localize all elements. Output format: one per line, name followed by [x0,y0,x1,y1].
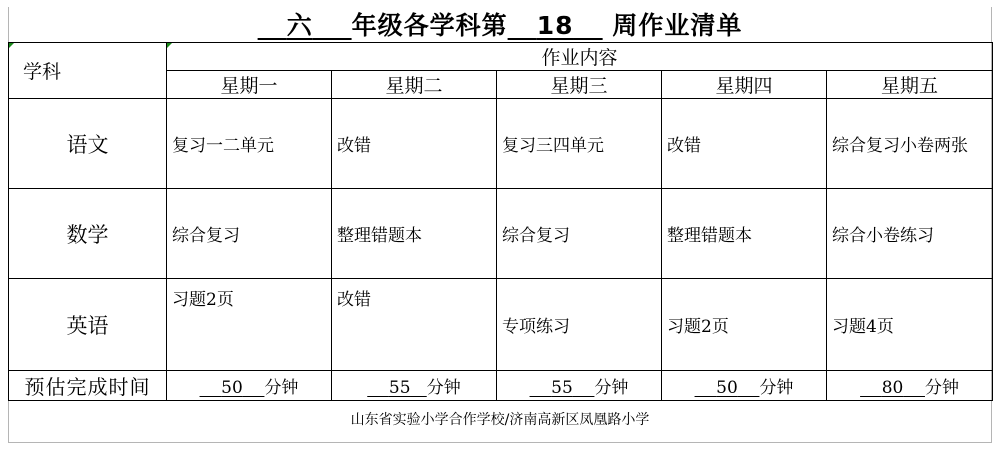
time-cell: 55 分钟 [497,371,662,401]
title-part2: 周作业清单 [612,11,743,40]
subject-label: 英语 [9,279,167,371]
time-cell: 50 分钟 [662,371,827,401]
school-footer: 山东省实验小学合作学校/济南高新区凤凰路小学 [350,412,650,428]
homework-cell: 整理错题本 [332,189,497,279]
day-header-wed: 星期三 [497,71,662,99]
day-header-fri: 星期五 [827,71,993,99]
homework-cell: 综合复习 [167,189,332,279]
title-grade: 六 [286,11,313,40]
day-header-thu: 星期四 [662,71,827,99]
title-part1: 年级各学科第 [351,11,508,40]
title-week: 18 [536,11,574,40]
table-row-math [9,189,993,279]
homework-cell: 专项练习 [497,279,662,371]
cell-comment-marker [9,43,14,48]
homework-cell: 习题2页 [662,279,827,371]
table-row-english [9,279,993,371]
homework-table [8,42,993,401]
homework-cell: 改错 [332,279,497,371]
day-header-mon: 星期一 [167,71,332,99]
page-title [0,6,1000,42]
day-header-tue: 星期二 [332,71,497,99]
homework-cell: 改错 [332,99,497,189]
header-row [9,43,993,71]
homework-cell: 习题4页 [827,279,993,371]
time-cell: 50 分钟 [167,371,332,401]
time-cell: 80 分钟 [827,371,993,401]
homework-cell: 复习一二单元 [167,99,332,189]
homework-cell: 综合复习 [497,189,662,279]
subject-label: 数学 [9,189,167,279]
subject-label: 语文 [9,99,167,189]
homework-cell: 综合复习小卷两张 [827,99,993,189]
time-label: 预估完成时间 [9,371,167,401]
homework-cell: 改错 [662,99,827,189]
table-row-time [9,371,993,401]
homework-cell: 习题2页 [167,279,332,371]
table-row-chinese [9,99,993,189]
subject-header: 学科 [9,43,167,99]
homework-cell: 综合小卷练习 [827,189,993,279]
cell-comment-marker [167,43,172,48]
homework-cell: 复习三四单元 [497,99,662,189]
content-header: 作业内容 [167,43,993,71]
time-cell: 55 分钟 [332,371,497,401]
homework-cell: 整理错题本 [662,189,827,279]
